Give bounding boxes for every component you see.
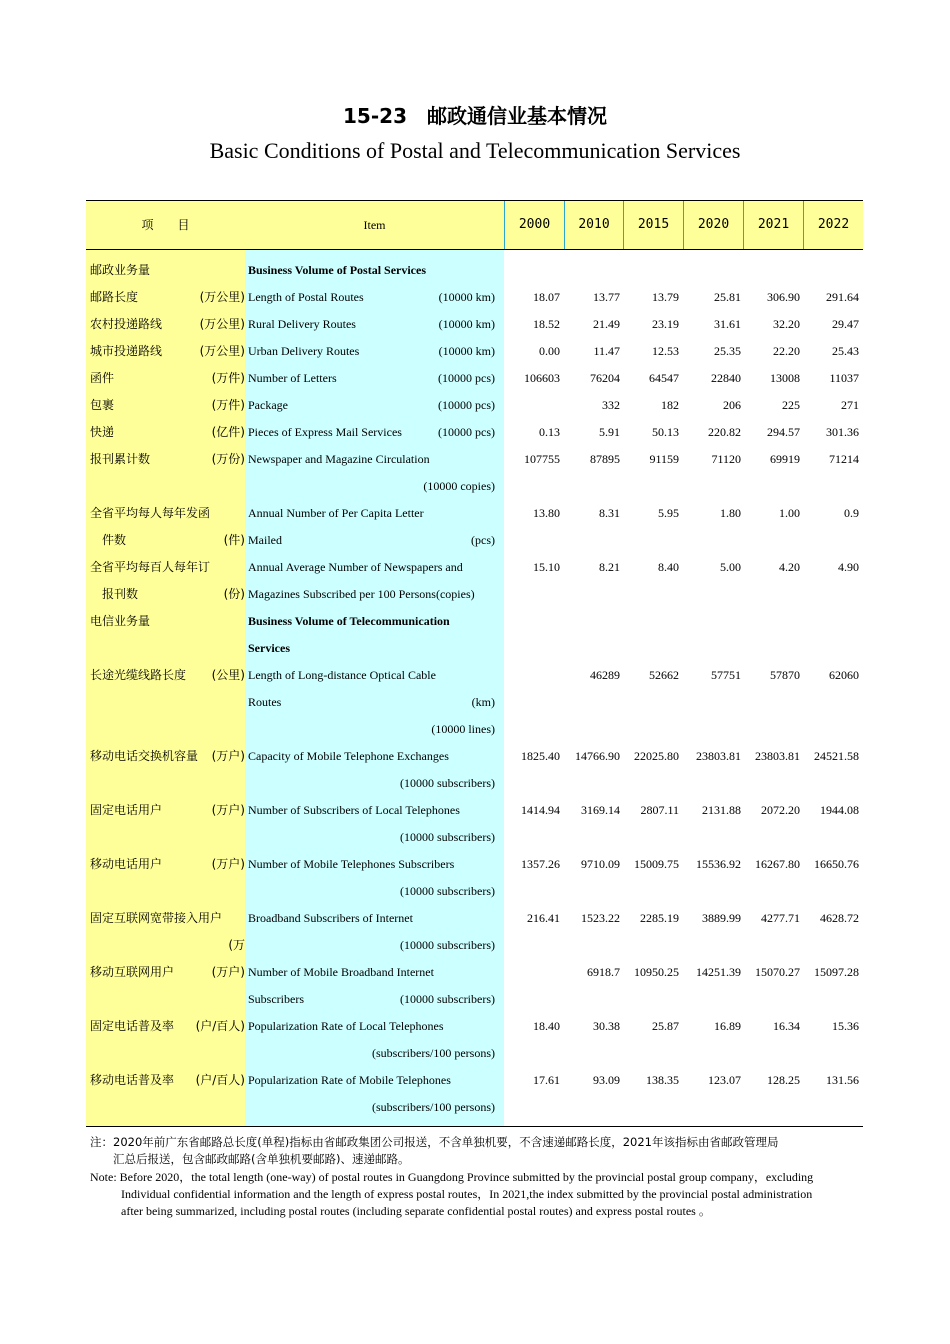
page-title-cn: 15-23 邮政通信业基本情况	[343, 104, 607, 128]
value-cell: 22840	[711, 371, 741, 385]
item-en-unit: (10000 copies)	[423, 479, 495, 493]
table-row	[86, 554, 863, 581]
value-cell: 12.53	[652, 344, 679, 358]
value-cell: 57870	[770, 668, 800, 682]
value-cell: 15.36	[832, 1019, 859, 1033]
value-cell: 13.79	[652, 290, 679, 304]
table-row	[86, 1067, 863, 1094]
item-en-label: Newspaper and Magazine Circulation	[248, 452, 430, 466]
value-cell: 107755	[524, 452, 560, 466]
note-cn-line2: 汇总后报送，包含邮政邮路(含单独机要邮路)、速递邮路。	[90, 1152, 410, 1166]
header-item-en: Item	[363, 218, 386, 232]
item-cn-unit: (万份)	[211, 452, 245, 466]
item-en-label: Broadband Subscribers of Internet	[248, 911, 413, 925]
value-cell: 62060	[829, 668, 859, 682]
item-cn-label: 移动电话用户	[90, 857, 163, 871]
item-en-unit: (10000 km)	[438, 317, 495, 331]
table-row	[86, 257, 863, 284]
value-cell: 5.95	[658, 506, 679, 520]
item-cn-label: 快递	[90, 425, 115, 439]
value-cell: 138.35	[646, 1073, 679, 1087]
value-cell: 23.19	[652, 317, 679, 331]
value-cell: 8.21	[599, 560, 620, 574]
item-cn-label: 函件	[90, 371, 115, 385]
value-cell: 291.64	[826, 290, 859, 304]
value-cell: 15.10	[533, 560, 560, 574]
item-cn-label: 电信业务量	[90, 614, 151, 628]
item-cn-unit: (份)	[223, 587, 245, 601]
table-row	[86, 662, 863, 689]
header-year: 2000	[504, 201, 564, 249]
table-row	[86, 581, 863, 608]
value-cell: 13.77	[593, 290, 620, 304]
value-cell: 69919	[770, 452, 800, 466]
value-cell: 76204	[590, 371, 620, 385]
item-en-unit: (10000 subscribers)	[400, 830, 495, 844]
item-en-label: Annual Number of Per Capita Letter	[248, 506, 424, 520]
value-cell: 8.31	[599, 506, 620, 520]
item-en-label: Services	[248, 641, 290, 655]
item-cn-label: 固定电话普及率	[90, 1019, 175, 1033]
table-row	[86, 1094, 863, 1121]
value-cell: 91159	[649, 452, 679, 466]
item-cn-unit: (户/百人)	[195, 1073, 245, 1087]
item-en-label: Rural Delivery Routes	[248, 317, 356, 331]
table-row	[86, 284, 863, 311]
value-cell: 106603	[524, 371, 560, 385]
item-en-unit: (10000 subscribers)	[400, 938, 495, 952]
table-row	[86, 959, 863, 986]
value-cell: 1825.40	[521, 749, 560, 763]
value-cell: 71214	[829, 452, 859, 466]
value-cell: 332	[602, 398, 620, 412]
header-year: 2022	[803, 201, 863, 249]
item-en-label: Popularization Rate of Local Telephones	[248, 1019, 444, 1033]
item-cn-unit: (万公里)	[199, 290, 245, 304]
value-cell: 13.80	[533, 506, 560, 520]
item-cn-label: 件数	[90, 533, 127, 547]
item-cn-unit: (亿件)	[211, 425, 245, 439]
item-cn-label: 邮路长度	[90, 290, 139, 304]
value-cell: 13008	[770, 371, 800, 385]
table-row	[86, 689, 863, 716]
value-cell: 17.61	[533, 1073, 560, 1087]
item-cn-unit: (件)	[223, 533, 245, 547]
table-row	[86, 797, 863, 824]
note-en-line2: Individual confidential information and the length of express postal routes，In 2021,the index submitted by the provincial postal administration	[121, 1187, 813, 1201]
value-cell: 21.49	[593, 317, 620, 331]
table-row	[86, 716, 863, 743]
item-en-unit: (10000 pcs)	[438, 425, 495, 439]
value-cell: 50.13	[652, 425, 679, 439]
item-en-label: Pieces of Express Mail Services	[248, 425, 402, 439]
value-cell: 8.40	[658, 560, 679, 574]
item-cn-label: 全省平均每人每年发函	[90, 506, 211, 520]
table-row	[86, 1013, 863, 1040]
value-cell: 301.36	[826, 425, 859, 439]
value-cell: 15536.92	[696, 857, 741, 871]
item-en-label: Subscribers	[248, 992, 304, 1006]
value-cell: 16650.76	[814, 857, 859, 871]
item-en-unit: (subscribers/100 persons)	[372, 1100, 495, 1114]
value-cell: 87895	[590, 452, 620, 466]
item-en-label: Package	[248, 398, 288, 412]
value-cell: 1944.08	[820, 803, 859, 817]
item-en-unit: (10000 subscribers)	[400, 776, 495, 790]
item-en-label: Business Volume of Postal Services	[248, 263, 427, 277]
table-row	[86, 392, 863, 419]
value-cell: 10950.25	[634, 965, 679, 979]
value-cell: 206	[723, 398, 741, 412]
value-cell: 216.41	[527, 911, 560, 925]
item-en-unit: (pcs)	[471, 533, 495, 547]
value-cell: 294.57	[767, 425, 800, 439]
item-cn-unit: (万户)	[211, 857, 245, 871]
value-cell: 16267.80	[755, 857, 800, 871]
item-en-label: Routes	[248, 695, 282, 709]
value-cell: 4.90	[838, 560, 859, 574]
value-cell: 11037	[829, 371, 859, 385]
item-en-label: Mailed	[248, 533, 282, 547]
table-row	[86, 419, 863, 446]
table-row	[86, 500, 863, 527]
item-cn-unit: (万	[228, 938, 245, 952]
item-en-label: Length of Postal Routes	[248, 290, 364, 304]
table-row	[86, 473, 863, 500]
value-cell: 0.9	[844, 506, 859, 520]
item-cn-label: 固定互联网宽带接入用户	[90, 911, 223, 925]
item-en-label: Capacity of Mobile Telephone Exchanges	[248, 749, 449, 763]
item-en-unit: (10000 km)	[438, 344, 495, 358]
table-row	[86, 743, 863, 770]
item-cn-unit: (公里)	[211, 668, 245, 682]
item-cn-label: 全省平均每百人每年订	[90, 560, 211, 574]
item-cn-unit: (万户)	[211, 803, 245, 817]
value-cell: 3889.99	[702, 911, 741, 925]
value-cell: 30.38	[593, 1019, 620, 1033]
value-cell: 64547	[649, 371, 679, 385]
item-en-label: Urban Delivery Routes	[248, 344, 360, 358]
item-en-unit: (10000 pcs)	[438, 371, 495, 385]
page-title-en: Basic Conditions of Postal and Telecommunication Services	[209, 138, 741, 163]
value-cell: 1414.94	[521, 803, 560, 817]
item-en-label: Popularization Rate of Mobile Telephones	[248, 1073, 451, 1087]
table-row	[86, 1040, 863, 1067]
item-cn-unit: (万户)	[211, 749, 245, 763]
header-item-cn: 项 目	[141, 218, 190, 232]
item-en-label: Magazines Subscribed per 100 Persons(copies)	[248, 587, 475, 601]
value-cell: 1.00	[779, 506, 800, 520]
item-cn-label: 报刊累计数	[90, 452, 151, 466]
item-cn-unit: (万件)	[211, 398, 245, 412]
item-cn-label: 长途光缆线路长度	[90, 668, 187, 682]
item-en-unit: (10000 subscribers)	[400, 992, 495, 1006]
value-cell: 31.61	[714, 317, 741, 331]
value-cell: 2131.88	[702, 803, 741, 817]
value-cell: 15070.27	[755, 965, 800, 979]
value-cell: 23803.81	[696, 749, 741, 763]
value-cell: 220.82	[708, 425, 741, 439]
table-row	[86, 635, 863, 662]
item-en-label: Number of Mobile Broadband Internet	[248, 965, 434, 979]
table-row	[86, 986, 863, 1013]
table-row	[86, 878, 863, 905]
value-cell: 4277.71	[761, 911, 800, 925]
value-cell: 0.00	[539, 344, 560, 358]
item-cn-unit: (万公里)	[199, 317, 245, 331]
table-bottom-rule	[86, 1126, 863, 1127]
table-row	[86, 770, 863, 797]
item-en-label: Number of Letters	[248, 371, 337, 385]
value-cell: 25.87	[652, 1019, 679, 1033]
table-row	[86, 311, 863, 338]
value-cell: 52662	[649, 668, 679, 682]
item-en-unit: (subscribers/100 persons)	[372, 1046, 495, 1060]
value-cell: 271	[841, 398, 859, 412]
value-cell: 15097.28	[814, 965, 859, 979]
value-cell: 3169.14	[581, 803, 620, 817]
value-cell: 2285.19	[640, 911, 679, 925]
value-cell: 128.25	[767, 1073, 800, 1087]
item-en-label: Annual Average Number of Newspapers and	[248, 560, 463, 574]
value-cell: 24521.58	[814, 749, 859, 763]
note-en-line1: Note: Before 2020，the total length (one-way) of postal routes in Guangdong Province submitted by the provincial postal group company，excluding	[90, 1170, 814, 1184]
value-cell: 57751	[711, 668, 741, 682]
value-cell: 14251.39	[696, 965, 741, 979]
value-cell: 14766.90	[575, 749, 620, 763]
item-cn-label: 移动电话普及率	[90, 1073, 175, 1087]
value-cell: 4.20	[779, 560, 800, 574]
value-cell: 15009.75	[634, 857, 679, 871]
note-en-line3: after being summarized, including postal routes (including separate confidential postal routes) and express postal routes 。	[121, 1204, 711, 1218]
table-row	[86, 608, 863, 635]
item-cn-unit: (万件)	[211, 371, 245, 385]
table-row	[86, 365, 863, 392]
value-cell: 71120	[711, 452, 741, 466]
item-cn-label: 固定电话用户	[90, 803, 163, 817]
value-cell: 9710.09	[581, 857, 620, 871]
value-cell: 1357.26	[521, 857, 560, 871]
value-cell: 131.56	[826, 1073, 859, 1087]
value-cell: 18.52	[533, 317, 560, 331]
item-en-unit: (km)	[471, 695, 495, 709]
header-year: 2021	[743, 201, 803, 249]
value-cell: 18.07	[533, 290, 560, 304]
item-cn-unit: (万户)	[211, 965, 245, 979]
value-cell: 25.81	[714, 290, 741, 304]
value-cell: 18.40	[533, 1019, 560, 1033]
item-en-label: Number of Mobile Telephones Subscribers	[248, 857, 455, 871]
value-cell: 93.09	[593, 1073, 620, 1087]
value-cell: 46289	[590, 668, 620, 682]
value-cell: 22025.80	[634, 749, 679, 763]
value-cell: 4628.72	[820, 911, 859, 925]
item-cn-label: 农村投递路线	[90, 317, 163, 331]
item-cn-label: 包裹	[90, 398, 115, 412]
item-en-label: Length of Long-distance Optical Cable	[248, 668, 436, 682]
value-cell: 0.13	[539, 425, 560, 439]
value-cell: 225	[782, 398, 800, 412]
table-row	[86, 338, 863, 365]
table-header	[86, 200, 863, 250]
value-cell: 2072.20	[761, 803, 800, 817]
item-en-unit: (10000 subscribers)	[400, 884, 495, 898]
table-row	[86, 932, 863, 959]
table-row	[86, 527, 863, 554]
item-en-unit: (10000 km)	[438, 290, 495, 304]
value-cell: 16.34	[773, 1019, 800, 1033]
item-cn-label: 邮政业务量	[90, 263, 151, 277]
item-en-label: Number of Subscribers of Local Telephones	[248, 803, 460, 817]
note-cn-line1: 注：2020年前广东省邮路总长度(单程)指标由省邮政集团公司报送，不含单独机要，不含速递邮路长度，2021年该指标由省邮政管理局	[90, 1135, 779, 1149]
table-row	[86, 851, 863, 878]
item-cn-label: 报刊数	[90, 587, 139, 601]
item-cn-unit: (户/百人)	[195, 1019, 245, 1033]
item-en-label: Business Volume of Telecommunication	[248, 614, 450, 628]
table-row	[86, 824, 863, 851]
value-cell: 1.80	[720, 506, 741, 520]
header-year: 2015	[623, 201, 683, 249]
table-row	[86, 905, 863, 932]
item-cn-label: 城市投递路线	[90, 344, 163, 358]
value-cell: 123.07	[708, 1073, 741, 1087]
value-cell: 16.89	[714, 1019, 741, 1033]
item-cn-unit: (万公里)	[199, 344, 245, 358]
value-cell: 5.00	[720, 560, 741, 574]
value-cell: 32.20	[773, 317, 800, 331]
value-cell: 1523.22	[581, 911, 620, 925]
value-cell: 11.47	[593, 344, 620, 358]
value-cell: 25.35	[714, 344, 741, 358]
item-cn-label: 移动互联网用户	[90, 965, 175, 979]
value-cell: 23803.81	[755, 749, 800, 763]
header-year: 2010	[564, 201, 623, 249]
item-en-unit: (10000 pcs)	[438, 398, 495, 412]
item-cn-label: 移动电话交换机容量	[90, 749, 199, 763]
value-cell: 29.47	[832, 317, 859, 331]
value-cell: 2807.11	[640, 803, 679, 817]
value-cell: 25.43	[832, 344, 859, 358]
value-cell: 182	[661, 398, 679, 412]
value-cell: 5.91	[599, 425, 620, 439]
table-row	[86, 446, 863, 473]
item-en-unit: (10000 lines)	[431, 722, 495, 736]
header-year: 2020	[683, 201, 743, 249]
value-cell: 6918.7	[587, 965, 620, 979]
value-cell: 306.90	[767, 290, 800, 304]
value-cell: 22.20	[773, 344, 800, 358]
